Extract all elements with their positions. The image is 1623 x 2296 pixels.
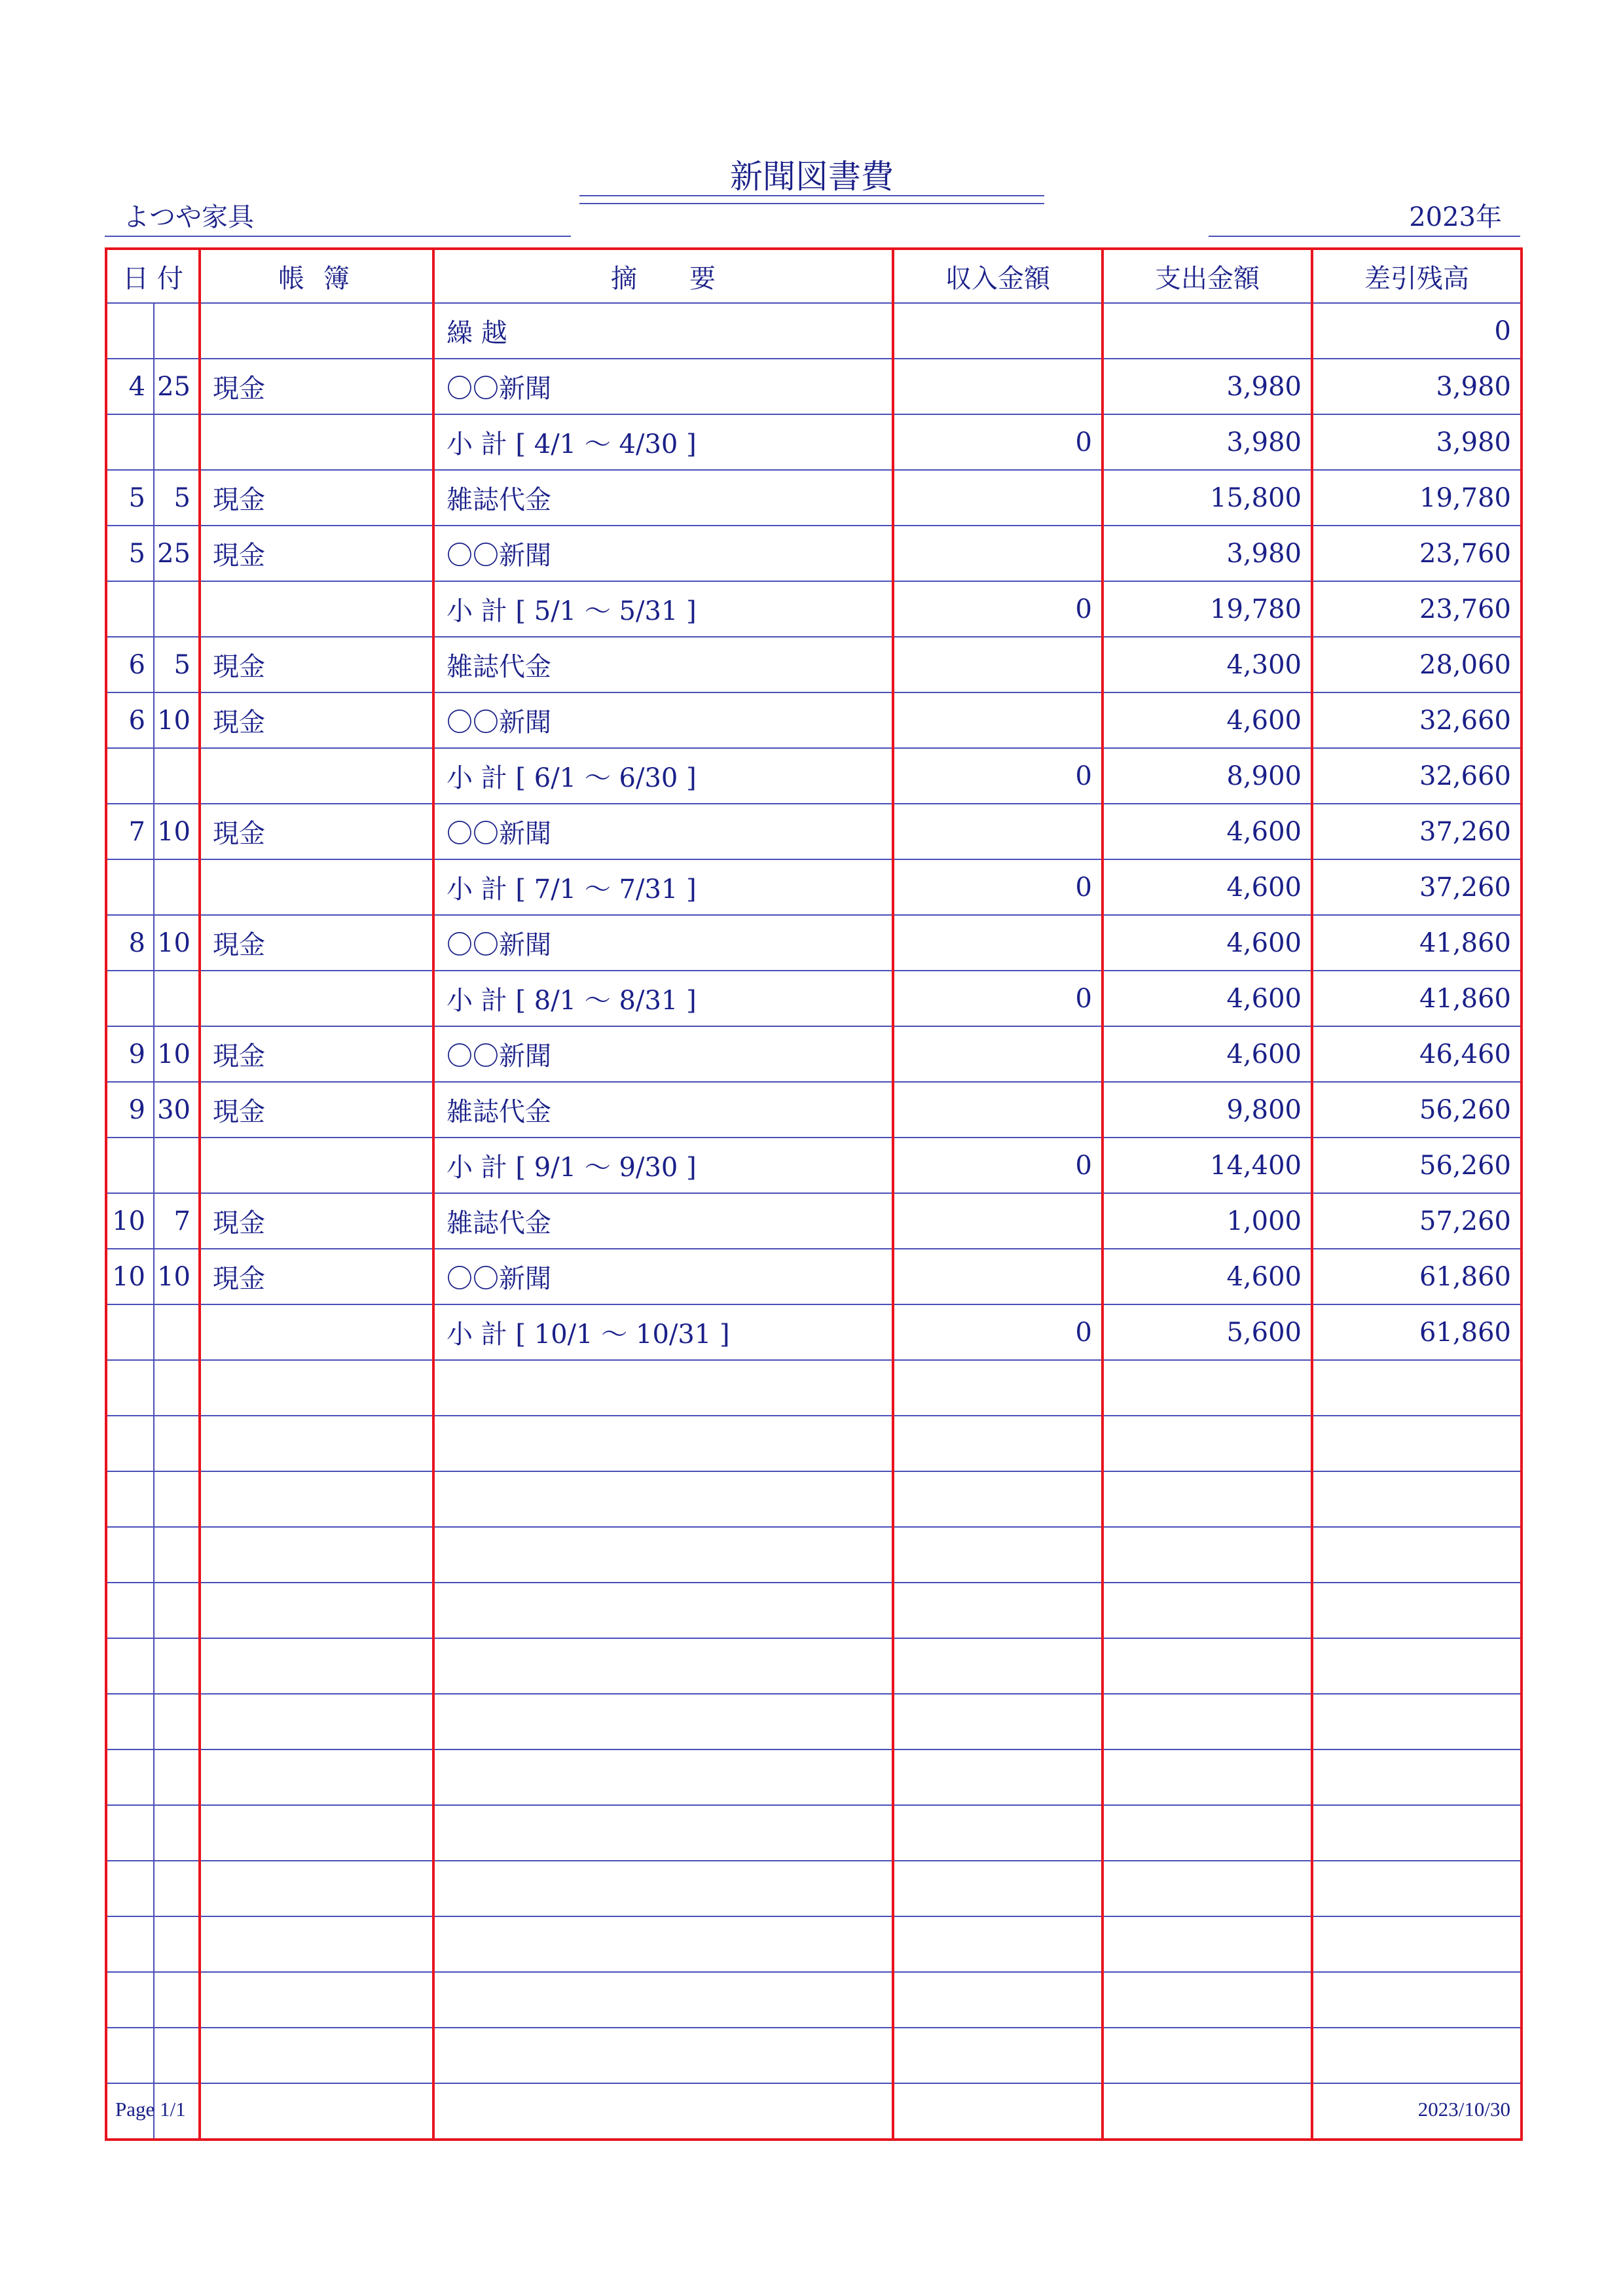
cell-expense: 4,600: [1103, 692, 1312, 748]
cell-day: [154, 1360, 200, 1416]
cell-expense: 19,780: [1103, 581, 1312, 637]
cell-day: 5: [154, 637, 200, 692]
ledger-body: [106, 303, 1522, 2140]
cell-summary: [433, 1638, 893, 1694]
cell-month: [106, 1916, 154, 1972]
cell-day: 10: [154, 804, 200, 859]
table-row: [106, 859, 1522, 915]
cell-expense: [1103, 1471, 1312, 1527]
cell-summary: 〇〇新聞: [433, 526, 893, 581]
cell-income: [893, 470, 1103, 526]
cell-income: [893, 2028, 1103, 2083]
cell-month: [106, 1972, 154, 2028]
cell-expense: [1103, 2083, 1312, 2140]
cell-book: [200, 1749, 433, 1805]
cell-summary: 小 計 [ 9/1 〜 9/30 ]: [433, 1138, 893, 1193]
cell-summary: 〇〇新聞: [433, 1249, 893, 1304]
cell-summary: [433, 1916, 893, 1972]
cell-summary: [433, 1471, 893, 1527]
cell-balance: [1312, 1360, 1522, 1416]
cell-day: 10: [154, 915, 200, 971]
table-row: [106, 748, 1522, 804]
cell-day: [154, 1138, 200, 1193]
cell-summary: 小 計 [ 5/1 〜 5/31 ]: [433, 581, 893, 637]
cell-summary: 繰 越: [433, 303, 893, 359]
header-book: 帳 簿: [200, 249, 433, 303]
cell-expense: 3,980: [1103, 414, 1312, 470]
cell-expense: [1103, 1638, 1312, 1694]
cell-book: 現金: [200, 359, 433, 414]
cell-summary: 小 計 [ 10/1 〜 10/31 ]: [433, 1304, 893, 1360]
cell-day: [154, 303, 200, 359]
cell-day: 5: [154, 470, 200, 526]
cell-balance: 23,760: [1312, 581, 1522, 637]
cell-balance: 37,260: [1312, 804, 1522, 859]
cell-month: [106, 1749, 154, 1805]
table-row: [106, 692, 1522, 748]
cell-income: [893, 1527, 1103, 1583]
table-row: [106, 1861, 1522, 1916]
table-row: [106, 1694, 1522, 1749]
cell-month: 8: [106, 915, 154, 971]
cell-day: [154, 1805, 200, 1861]
cell-month: [106, 1416, 154, 1471]
cell-income: [893, 637, 1103, 692]
cell-income: [893, 1972, 1103, 2028]
cell-balance: 37,260: [1312, 859, 1522, 915]
cell-income: [893, 804, 1103, 859]
cell-day: [154, 1916, 200, 1972]
cell-day: [154, 1861, 200, 1916]
table-row: [106, 2028, 1522, 2083]
cell-income: [893, 303, 1103, 359]
cell-month: [106, 748, 154, 804]
cell-day: [154, 1694, 200, 1749]
cell-month: 9: [106, 1026, 154, 1082]
cell-book: [200, 581, 433, 637]
cell-balance: 46,460: [1312, 1026, 1522, 1082]
cell-book: [200, 859, 433, 915]
cell-expense: [1103, 303, 1312, 359]
cell-day: [154, 748, 200, 804]
cell-balance: [1312, 1861, 1522, 1916]
cell-month: 5: [106, 526, 154, 581]
table-row: [106, 526, 1522, 581]
cell-day: [154, 581, 200, 637]
cell-summary: 〇〇新聞: [433, 1026, 893, 1082]
cell-balance: [1312, 2028, 1522, 2083]
cell-book: 現金: [200, 526, 433, 581]
cell-book: [200, 1638, 433, 1694]
cell-expense: 4,600: [1103, 804, 1312, 859]
cell-day: [154, 2028, 200, 2083]
cell-month: [106, 1138, 154, 1193]
cell-book: 現金: [200, 1193, 433, 1249]
cell-expense: [1103, 1416, 1312, 1471]
cell-month: 4: [106, 359, 154, 414]
cell-book: 現金: [200, 1026, 433, 1082]
cell-summary: [433, 1416, 893, 1471]
cell-book: 現金: [200, 637, 433, 692]
table-row: [106, 303, 1522, 359]
table-row: [106, 2083, 1522, 2140]
cell-expense: 4,600: [1103, 859, 1312, 915]
cell-income: [893, 1026, 1103, 1082]
cell-month: 10: [106, 1249, 154, 1304]
cell-month: [106, 859, 154, 915]
cell-month: 7: [106, 804, 154, 859]
table-row: [106, 637, 1522, 692]
cell-income: [893, 1471, 1103, 1527]
table-row: [106, 804, 1522, 859]
cell-balance: [1312, 1638, 1522, 1694]
cell-expense: [1103, 1583, 1312, 1638]
cell-expense: 3,980: [1103, 526, 1312, 581]
cell-book: [200, 748, 433, 804]
cell-day: [154, 1471, 200, 1527]
cell-summary: 小 計 [ 6/1 〜 6/30 ]: [433, 748, 893, 804]
cell-summary: 〇〇新聞: [433, 692, 893, 748]
table-row: [106, 359, 1522, 414]
cell-day: [154, 1583, 200, 1638]
cell-day: 10: [154, 692, 200, 748]
cell-book: 現金: [200, 915, 433, 971]
cell-day: [154, 1638, 200, 1694]
cell-balance: [1312, 1694, 1522, 1749]
cell-expense: 5,600: [1103, 1304, 1312, 1360]
cell-balance: 19,780: [1312, 470, 1522, 526]
cell-balance: [1312, 1471, 1522, 1527]
cell-expense: [1103, 1972, 1312, 2028]
cell-book: [200, 1583, 433, 1638]
table-row: [106, 971, 1522, 1026]
cell-expense: 4,600: [1103, 1026, 1312, 1082]
cell-income: 0: [893, 1138, 1103, 1193]
cell-income: [893, 359, 1103, 414]
cell-income: 0: [893, 414, 1103, 470]
cell-book: 現金: [200, 804, 433, 859]
cell-balance: 3,980: [1312, 414, 1522, 470]
cell-income: [893, 1805, 1103, 1861]
cell-month: [106, 971, 154, 1026]
cell-expense: [1103, 1360, 1312, 1416]
header-balance: 差引残高: [1312, 249, 1522, 303]
cell-income: 0: [893, 971, 1103, 1026]
cell-balance: 61,860: [1312, 1249, 1522, 1304]
cell-income: [893, 526, 1103, 581]
cell-summary: 〇〇新聞: [433, 915, 893, 971]
cell-day: 7: [154, 1193, 200, 1249]
cell-month: [106, 1360, 154, 1416]
cell-summary: [433, 2028, 893, 2083]
cell-balance: [1312, 1805, 1522, 1861]
cell-summary: 〇〇新聞: [433, 359, 893, 414]
cell-expense: [1103, 1916, 1312, 1972]
cell-expense: 3,980: [1103, 359, 1312, 414]
cell-month: 6: [106, 637, 154, 692]
cell-balance: [1312, 1749, 1522, 1805]
cell-expense: [1103, 1861, 1312, 1916]
table-row: [106, 1638, 1522, 1694]
cell-balance: [1312, 1416, 1522, 1471]
cell-summary: [433, 1527, 893, 1583]
cell-book: [200, 1471, 433, 1527]
cell-income: 0: [893, 748, 1103, 804]
cell-expense: [1103, 1805, 1312, 1861]
cell-expense: 9,800: [1103, 1082, 1312, 1138]
cell-summary: 小 計 [ 8/1 〜 8/31 ]: [433, 971, 893, 1026]
cell-expense: [1103, 1694, 1312, 1749]
cell-balance: 56,260: [1312, 1138, 1522, 1193]
cell-balance: 28,060: [1312, 637, 1522, 692]
table-row: [106, 1972, 1522, 2028]
header-summary: 摘 要: [433, 249, 893, 303]
cell-book: [200, 971, 433, 1026]
cell-expense: 1,000: [1103, 1193, 1312, 1249]
cell-balance: 41,860: [1312, 915, 1522, 971]
cell-summary: 雑誌代金: [433, 470, 893, 526]
cell-book: 現金: [200, 692, 433, 748]
cell-balance: [1312, 1972, 1522, 2028]
cell-month: 6: [106, 692, 154, 748]
table-row: [106, 1304, 1522, 1360]
cell-summary: [433, 1583, 893, 1638]
cell-book: [200, 303, 433, 359]
cell-book: [200, 1861, 433, 1916]
cell-month: [106, 303, 154, 359]
cell-summary: [433, 2083, 893, 2140]
cell-month: [106, 1304, 154, 1360]
cell-book: [200, 1694, 433, 1749]
cell-book: [200, 1416, 433, 1471]
header-date: 日 付: [106, 249, 200, 303]
cell-income: [893, 915, 1103, 971]
fiscal-year: 2023年: [1209, 198, 1520, 237]
cell-month: [106, 1805, 154, 1861]
table-row: [106, 1749, 1522, 1805]
cell-summary: [433, 1694, 893, 1749]
table-row: [106, 1471, 1522, 1527]
table-row: [106, 581, 1522, 637]
cell-balance: [1312, 1916, 1522, 1972]
cell-expense: 8,900: [1103, 748, 1312, 804]
table-row: [106, 1138, 1522, 1193]
cell-expense: 4,600: [1103, 915, 1312, 971]
cell-expense: 4,300: [1103, 637, 1312, 692]
table-row: [106, 1916, 1522, 1972]
cell-balance: 3,980: [1312, 359, 1522, 414]
cell-income: [893, 1360, 1103, 1416]
table-row: [106, 1360, 1522, 1416]
cell-income: [893, 2083, 1103, 2140]
cell-expense: [1103, 1749, 1312, 1805]
cell-summary: [433, 1861, 893, 1916]
cell-balance: 23,760: [1312, 526, 1522, 581]
cell-book: [200, 1138, 433, 1193]
table-row: [106, 1082, 1522, 1138]
cell-day: [154, 1749, 200, 1805]
cell-book: [200, 1360, 433, 1416]
cell-balance: [1312, 1527, 1522, 1583]
cell-day: 25: [154, 359, 200, 414]
cell-month: [106, 1638, 154, 1694]
cell-summary: 小 計 [ 4/1 〜 4/30 ]: [433, 414, 893, 470]
cell-day: 10: [154, 1249, 200, 1304]
cell-book: 現金: [200, 1082, 433, 1138]
cell-income: [893, 1861, 1103, 1916]
table-row: [106, 915, 1522, 971]
cell-expense: [1103, 2028, 1312, 2083]
cell-month: [106, 1861, 154, 1916]
table-row: [106, 1416, 1522, 1471]
table-row: [106, 1249, 1522, 1304]
cell-expense: 4,600: [1103, 971, 1312, 1026]
cell-day: [154, 1304, 200, 1360]
cell-day: 30: [154, 1082, 200, 1138]
cell-summary: 雑誌代金: [433, 1082, 893, 1138]
table-row: [106, 470, 1522, 526]
cell-month: 10: [106, 1193, 154, 1249]
cell-book: [200, 1916, 433, 1972]
cell-month: [106, 1471, 154, 1527]
cell-month: [106, 2028, 154, 2083]
cell-book: [200, 1805, 433, 1861]
cell-income: [893, 1416, 1103, 1471]
cell-balance: [1312, 1583, 1522, 1638]
cell-balance: 57,260: [1312, 1193, 1522, 1249]
cell-income: 0: [893, 581, 1103, 637]
cell-day: [154, 859, 200, 915]
cell-summary: 小 計 [ 7/1 〜 7/31 ]: [433, 859, 893, 915]
cell-book: [200, 2083, 433, 2140]
table-row: [106, 1805, 1522, 1861]
cell-expense: 14,400: [1103, 1138, 1312, 1193]
cell-summary: [433, 1972, 893, 2028]
cell-income: [893, 1082, 1103, 1138]
page-number: Page 1/1: [115, 2098, 186, 2121]
header-income: 収入金額: [893, 249, 1103, 303]
cell-month: [106, 1694, 154, 1749]
cell-summary: 〇〇新聞: [433, 804, 893, 859]
cell-month: [106, 1583, 154, 1638]
cell-summary: [433, 1749, 893, 1805]
cell-month: 5: [106, 470, 154, 526]
table-row: [106, 1026, 1522, 1082]
cell-book: [200, 1304, 433, 1360]
cell-expense: 4,600: [1103, 1249, 1312, 1304]
cell-summary: 雑誌代金: [433, 1193, 893, 1249]
cell-day: [154, 971, 200, 1026]
cell-summary: [433, 1360, 893, 1416]
table-row: [106, 1193, 1522, 1249]
header-expense: 支出金額: [1103, 249, 1312, 303]
cell-day: 25: [154, 526, 200, 581]
cell-balance: 61,860: [1312, 1304, 1522, 1360]
cell-income: [893, 1249, 1103, 1304]
cell-summary: 雑誌代金: [433, 637, 893, 692]
cell-balance: 32,660: [1312, 748, 1522, 804]
header-row: [106, 249, 1522, 303]
table-row: [106, 414, 1522, 470]
cell-income: [893, 1583, 1103, 1638]
cell-income: [893, 1749, 1103, 1805]
cell-income: [893, 1638, 1103, 1694]
cell-day: [154, 1527, 200, 1583]
cell-day: 10: [154, 1026, 200, 1082]
cell-day: [154, 1972, 200, 2028]
cell-book: [200, 414, 433, 470]
cell-book: 現金: [200, 470, 433, 526]
cell-expense: [1103, 1527, 1312, 1583]
ledger-table: [105, 247, 1523, 2141]
cell-income: 0: [893, 859, 1103, 915]
cell-balance: 0: [1312, 303, 1522, 359]
table-row: [106, 1583, 1522, 1638]
cell-income: 0: [893, 1304, 1103, 1360]
cell-month: [106, 1527, 154, 1583]
cell-income: [893, 1193, 1103, 1249]
cell-income: [893, 692, 1103, 748]
title-underline: [579, 195, 1044, 204]
print-date: 2023/10/30: [1417, 2098, 1510, 2121]
cell-income: [893, 1694, 1103, 1749]
cell-day: [154, 1416, 200, 1471]
cell-balance: 32,660: [1312, 692, 1522, 748]
cell-income: [893, 1916, 1103, 1972]
cell-month: [106, 414, 154, 470]
cell-day: [154, 414, 200, 470]
table-row: [106, 1527, 1522, 1583]
cell-month: [106, 581, 154, 637]
cell-summary: [433, 1805, 893, 1861]
cell-month: 9: [106, 1082, 154, 1138]
company-name: よつや家具: [105, 198, 571, 237]
cell-book: [200, 1527, 433, 1583]
cell-book: [200, 2028, 433, 2083]
cell-book: 現金: [200, 1249, 433, 1304]
cell-expense: 15,800: [1103, 470, 1312, 526]
page-title: 新聞図書費: [730, 158, 894, 196]
cell-balance: 56,260: [1312, 1082, 1522, 1138]
cell-balance: 41,860: [1312, 971, 1522, 1026]
cell-book: [200, 1972, 433, 2028]
